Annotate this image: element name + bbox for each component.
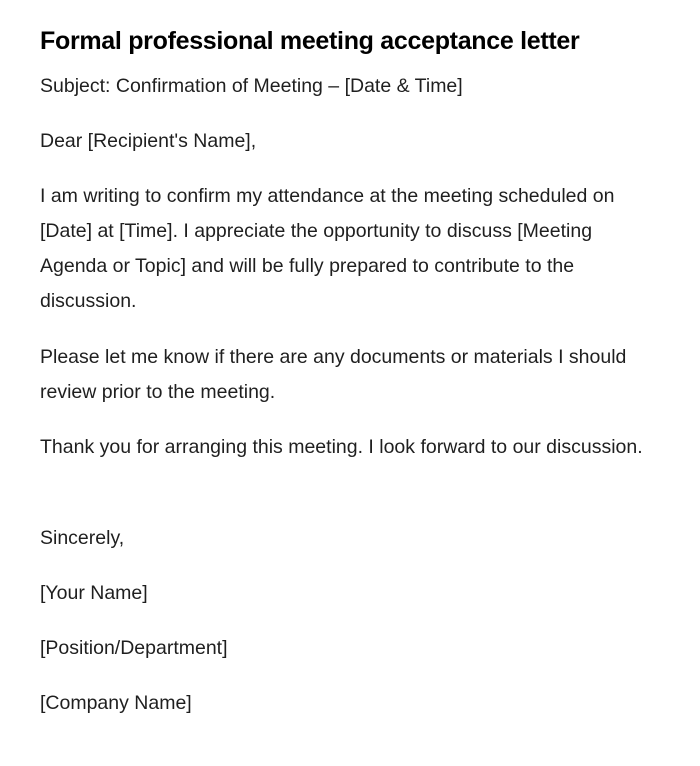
body-paragraph-confirmation: I am writing to confirm my attendance at the meeting scheduled on [Date] at [Time]. I appreciate the opportunity to discuss [Meeting Agenda or Topic] and will be fully prepared to contribute to the discussion.	[40, 185, 615, 312]
signature-name: [Your Name]	[40, 582, 148, 604]
closing: Sincerely,	[40, 527, 125, 549]
signature-company: [Company Name]	[40, 692, 192, 714]
body-paragraph-documents: Please let me know if there are any documents or materials I should review prior to the meeting.	[40, 346, 627, 403]
body-paragraph-thanks: Thank you for arranging this meeting. I look forward to our discussion.	[40, 436, 643, 458]
subject-line: Subject: Confirmation of Meeting – [Date & Time]	[40, 75, 463, 97]
salutation: Dear [Recipient's Name],	[40, 130, 257, 152]
signature-position: [Position/Department]	[40, 637, 228, 659]
letter-title: Formal professional meeting acceptance letter	[40, 27, 580, 55]
